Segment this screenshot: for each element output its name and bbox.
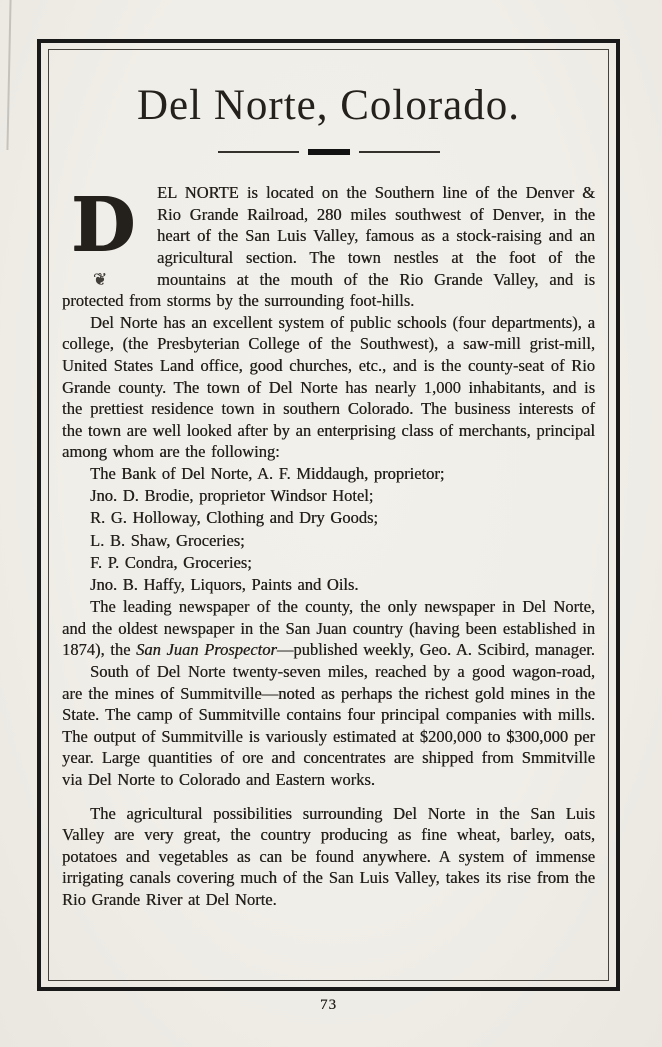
page-border-frame [37,39,620,991]
divider-thin-rule-left [218,151,299,153]
newspaper-paragraph: The leading newspaper of the county, the only newspaper in Del Norte, and the oldest newspaper in the San Juan country (having been established in 1874), the San Juan Prospector—published weekly, Geo. A. Scibird, manager. [62,597,595,660]
merchant-list-item: L. B. Shaw, Groceries; [90,530,245,550]
dropcap-flourish-icon: ❦ [92,270,114,291]
divider-thick-bar [308,149,350,155]
intro-paragraph [62,182,595,312]
summitville-paragraph: South of Del Norte twenty-seven miles, reached by a good wagon-road, are the mines of Summitville—noted as perhaps the richest gold mines in the State. The camp of Summitville contains four principal companies with mills. The output of Summitville is variously estimated at $200,000 to $300,000 per year. Large quantities of ore and concentrates are shipped from Smmitville via Del Norte to Colorado and Eastern works. [62,662,595,789]
divider-thin-rule-right [359,151,440,153]
merchant-list-item: R. G. Holloway, Clothing and Dry Goods; [90,508,378,528]
drop-cap-letter: D [70,182,136,269]
intro-paragraph-text: EL NORTE is located on the Southern line of the Denver & Rio Grande Railroad, 280 miles southwest of Denver, in the heart of the San Luis Valley, famous as a stock-raising and an agricultural section. The town nestles at the foot of the mountains at the mouth of the Rio Grande Valley, and is protected from storms by the surrounding foot-hills. [62,183,595,311]
page-title: Del Norte, Colorado. [136,82,521,129]
page-number: 73 [320,997,337,1013]
body-text [62,182,595,910]
inner-border [48,49,609,981]
merchant-list-item: Jno. D. Brodie, proprietor Windsor Hotel; [90,486,374,506]
ornamental-divider [218,149,440,155]
merchant-list [62,463,595,596]
scan-edge-artifact [6,0,11,150]
merchant-list-item: Jno. B. Haffy, Liquors, Paints and Oils. [90,575,359,595]
schools-paragraph: Del Norte has an excellent system of public schools (four departments), a college, (the Presbyterian College of the Southwest), a saw-mill grist-mill, United States Land office, good churches, etc., and is the county-seat of Rio Grande county. The town of Del Norte has nearly 1,000 inhabitants, and is the prettiest residence town in southern Colorado. The business interests of the town are well looked after by an enterprising class of merchants, principal among whom are the following: [62,312,595,462]
merchant-list-item: F. P. Condra, Groceries; [90,552,252,572]
merchant-list-item: The Bank of Del Norte, A. F. Middaugh, proprietor; [90,464,445,484]
agriculture-paragraph: The agricultural possibilities surrounding Del Norte in the San Luis Valley are very great, the country producing as fine wheat, barley, oats, potatoes and vegetables as can be found anywhere. A system of immense irrigating canals covering much of the San Luis Valley, takes its rise from the Rio Grande River at Del Norte. [62,803,595,909]
drop-cap [59,182,147,291]
